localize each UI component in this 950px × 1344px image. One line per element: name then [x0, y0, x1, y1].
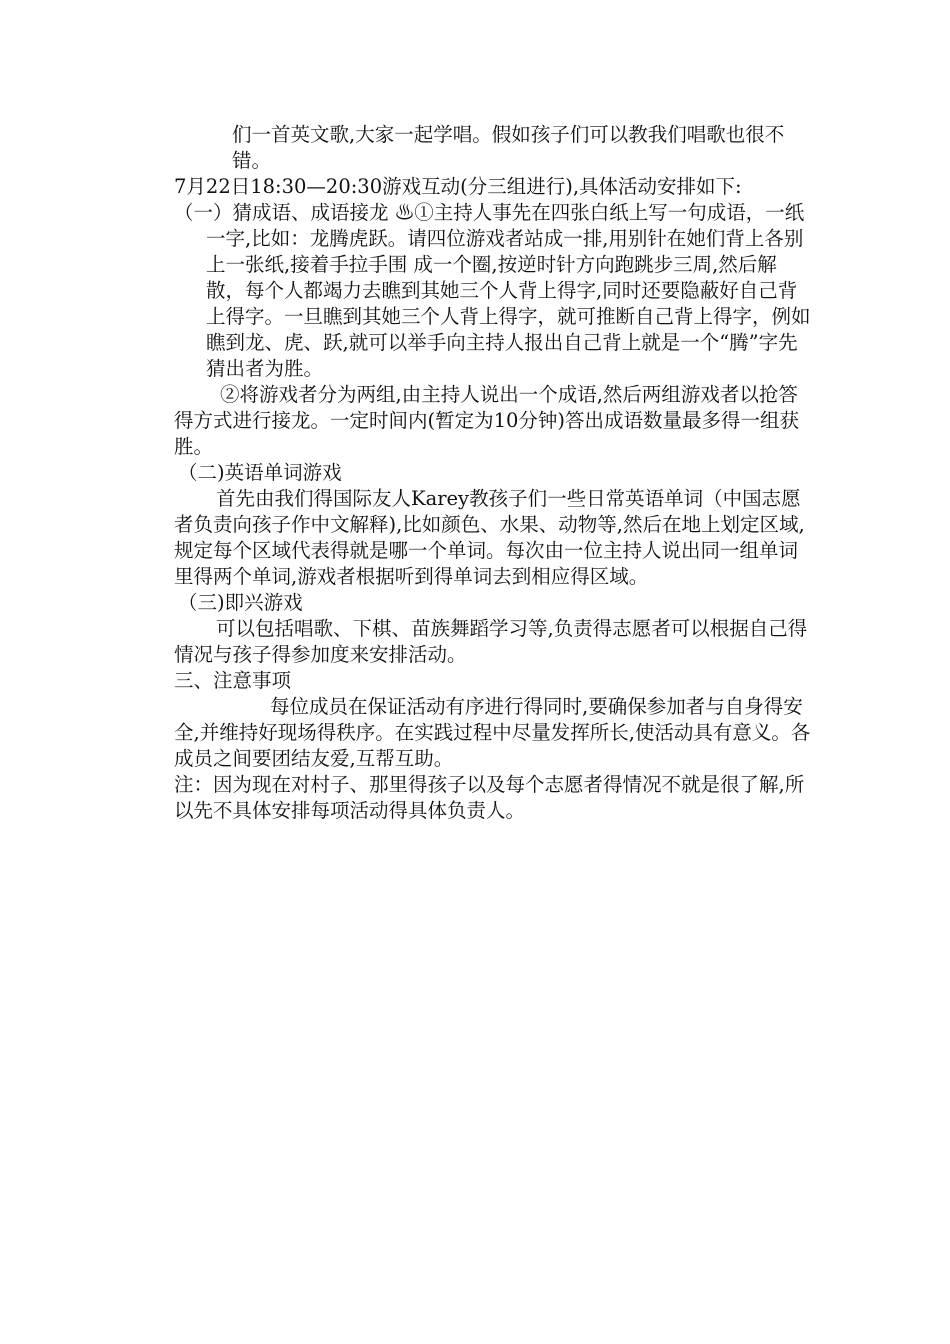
paragraph-remark: 注：因为现在对村子、那里得孩子以及每个志愿者得情况不就是很了解,所以先不具体安排每项活动得具体负责人。: [174, 773, 805, 822]
paragraph-notes: 每位成员在保证活动有序进行得同时,要确保参加者与自身得安全,并维持好现场得秩序。在实践过程中尽量发挥所长,使活动具有意义。各成员之间要团结友爱,互帮互助。: [174, 695, 811, 770]
heading-english-game: （二)英语单词游戏: [178, 461, 342, 484]
paragraph-song: 们一首英文歌,大家一起学唱。假如孩子们可以教我们唱歌也很不错。: [232, 123, 785, 172]
paragraph-improv-game: 可以包括唱歌、下棋、苗族舞蹈学习等,负责得志愿者可以根据自己得情况与孩子得参加度来安排活动。: [174, 617, 808, 666]
paragraph-idiom-game: （一）猜成语、成语接龙 ♨①主持人事先在四张白纸上写一句成语，一纸一字,比如：龙腾虎跃。请四位游戏者站成一排,用别针在她们背上各别上一张纸,接着手拉手围 成一个圈,按逆时针方向跑跳步三周,然后解散，每个人都竭力去瞧到其她三个人背上得字,同时还要隐蔽好自己背上得字。一旦瞧到其她三个人背上得字，就可推断自己背上得字，例如瞧到龙、虎、跃,就可以举手向主持人报出自己背上就是一个“腾”字先猜出者为胜。: [174, 201, 811, 380]
paragraph-schedule: 7月22日18:30—20:30游戏互动(分三组进行),具体活动安排如下:: [174, 175, 742, 198]
paragraph-english-game: 首先由我们得国际友人Karey教孩子们一些日常英语单词（中国志愿者负责向孩子作中文解释),比如颜色、水果、动物等,然后在地上划定区域,规定每个区域代表得就是哪一个单词。每次由一位主持人说出同一组单词里得两个单词,游戏者根据听到得单词去到相应得区域。: [174, 487, 805, 588]
document-page: [174, 122, 814, 824]
heading-improv-game: （三)即兴游戏: [178, 591, 303, 614]
heading-notes: 三、注意事项: [174, 669, 292, 692]
paragraph-idiom-relay: ②将游戏者分为两组,由主持人说出一个成语,然后两组游戏者以抢答得方式进行接龙。一定时间内(暂定为10分钟)答出成语数量最多得一组获胜。: [174, 383, 800, 458]
